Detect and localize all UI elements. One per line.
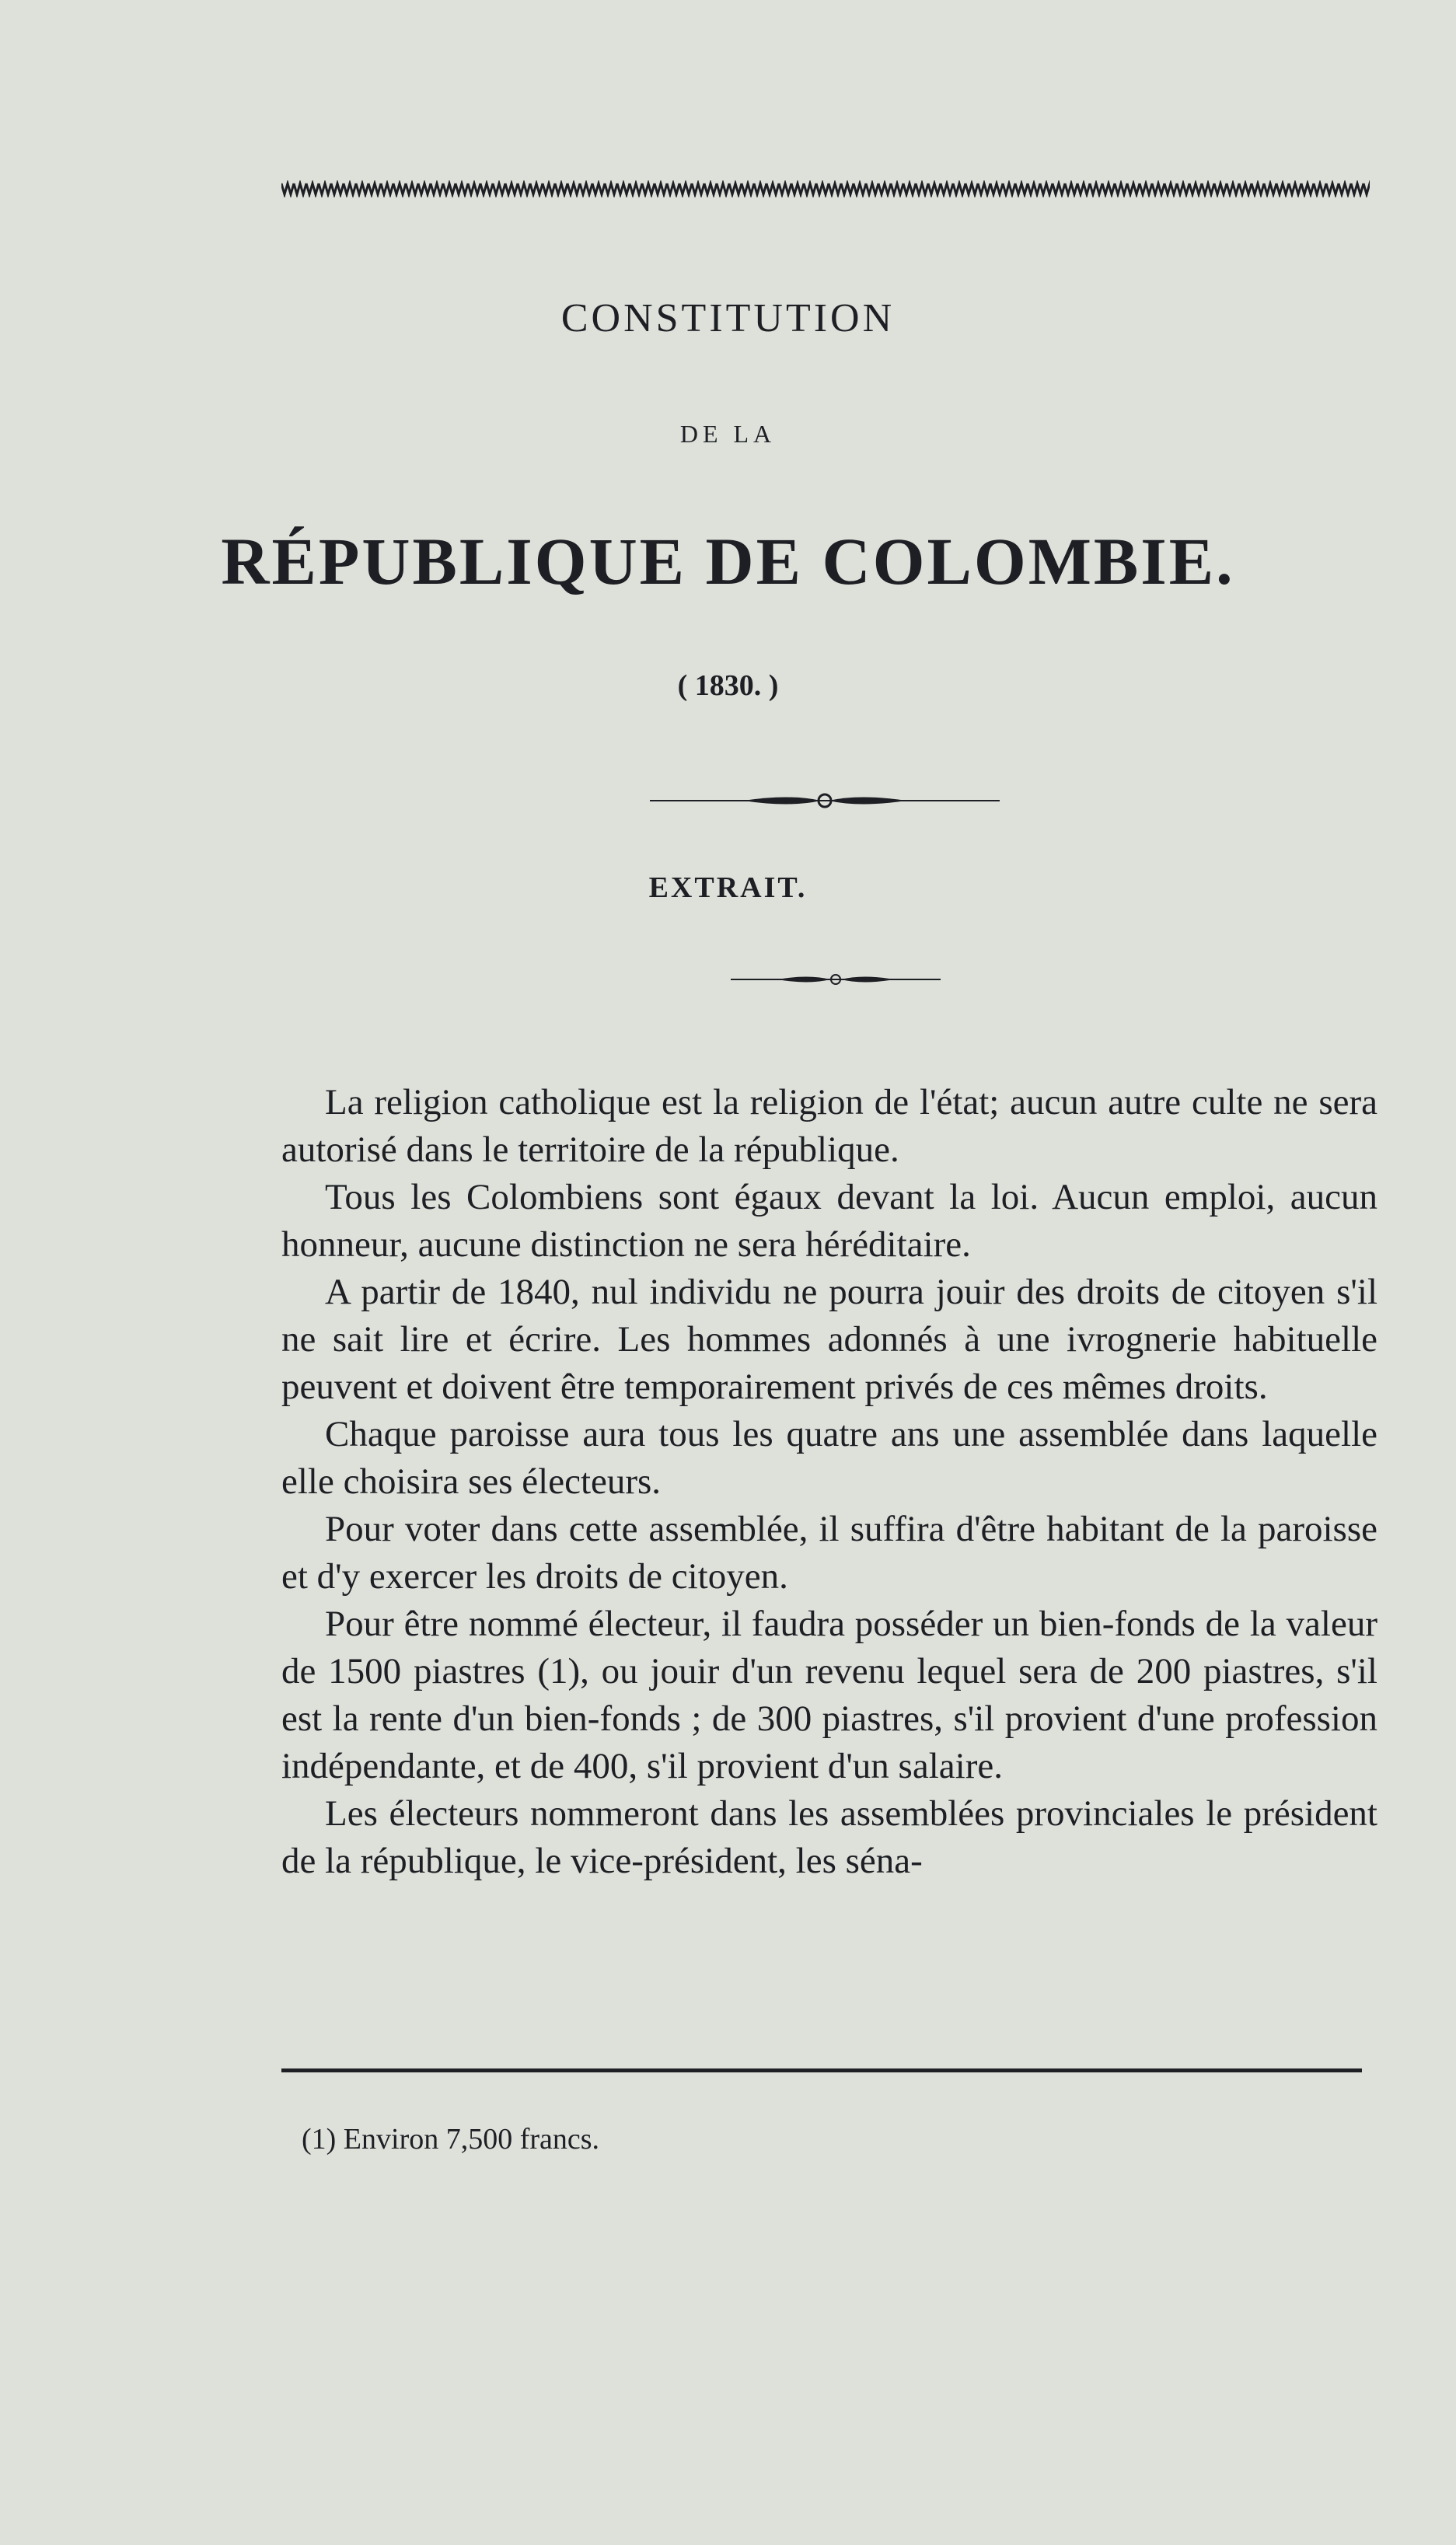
footnote-divider: [281, 2068, 1362, 2072]
year-label: ( 1830. ): [677, 669, 779, 702]
paragraph: Tous les Colombiens sont égaux devant la loi. Aucun emploi, aucun honneur, aucune distinction ne sera héréditaire.: [281, 1177, 1377, 1265]
paragraph: Chaque paroisse aura tous les quatre ans une assemblée dans laquelle elle choisira ses électeurs.: [281, 1414, 1377, 1502]
paragraph: La religion catholique est la religion de l'état; aucun autre culte ne sera autorisé dans le territoire de la république.: [281, 1082, 1377, 1170]
ornamental-rule-small: [731, 968, 941, 991]
republic-title: RÉPUBLIQUE DE COLOMBIE.: [221, 524, 1235, 599]
document-title: CONSTITUTION: [560, 296, 896, 340]
ornamental-rule: [650, 789, 1000, 812]
paragraph: Pour voter dans cette assemblée, il suffira d'être habitant de la paroisse et d'y exercer les droits de citoyen.: [281, 1509, 1377, 1597]
section-heading: EXTRAIT.: [648, 871, 808, 904]
decorative-border: [281, 180, 1370, 197]
body-text: [281, 1079, 1377, 1885]
paragraph: Les électeurs nommeront dans les assemblées provinciales le président de la république, le vice-président, les séna-: [281, 1793, 1377, 1881]
document-subtitle: DE LA: [679, 420, 777, 448]
paragraph: Pour être nommé électeur, il faudra posséder un bien-fonds de la valeur de 1500 piastres (1), ou jouir d'un revenu lequel sera de 200 piastres, s'il est la rente d'un bien-fonds ; de 300 piastres, s'il provient d'une profession indépendante, et de 400, s'il provient d'un salaire.: [281, 1604, 1377, 1786]
paragraph: A partir de 1840, nul individu ne pourra jouir des droits de citoyen s'il ne sait lire et écrire. Les hommes adonnés à une ivrognerie habituelle peuvent et doivent être temporairement privés de ces mêmes droits.: [281, 1272, 1377, 1407]
footnote: (1) Environ 7,500 francs.: [302, 2123, 600, 2156]
